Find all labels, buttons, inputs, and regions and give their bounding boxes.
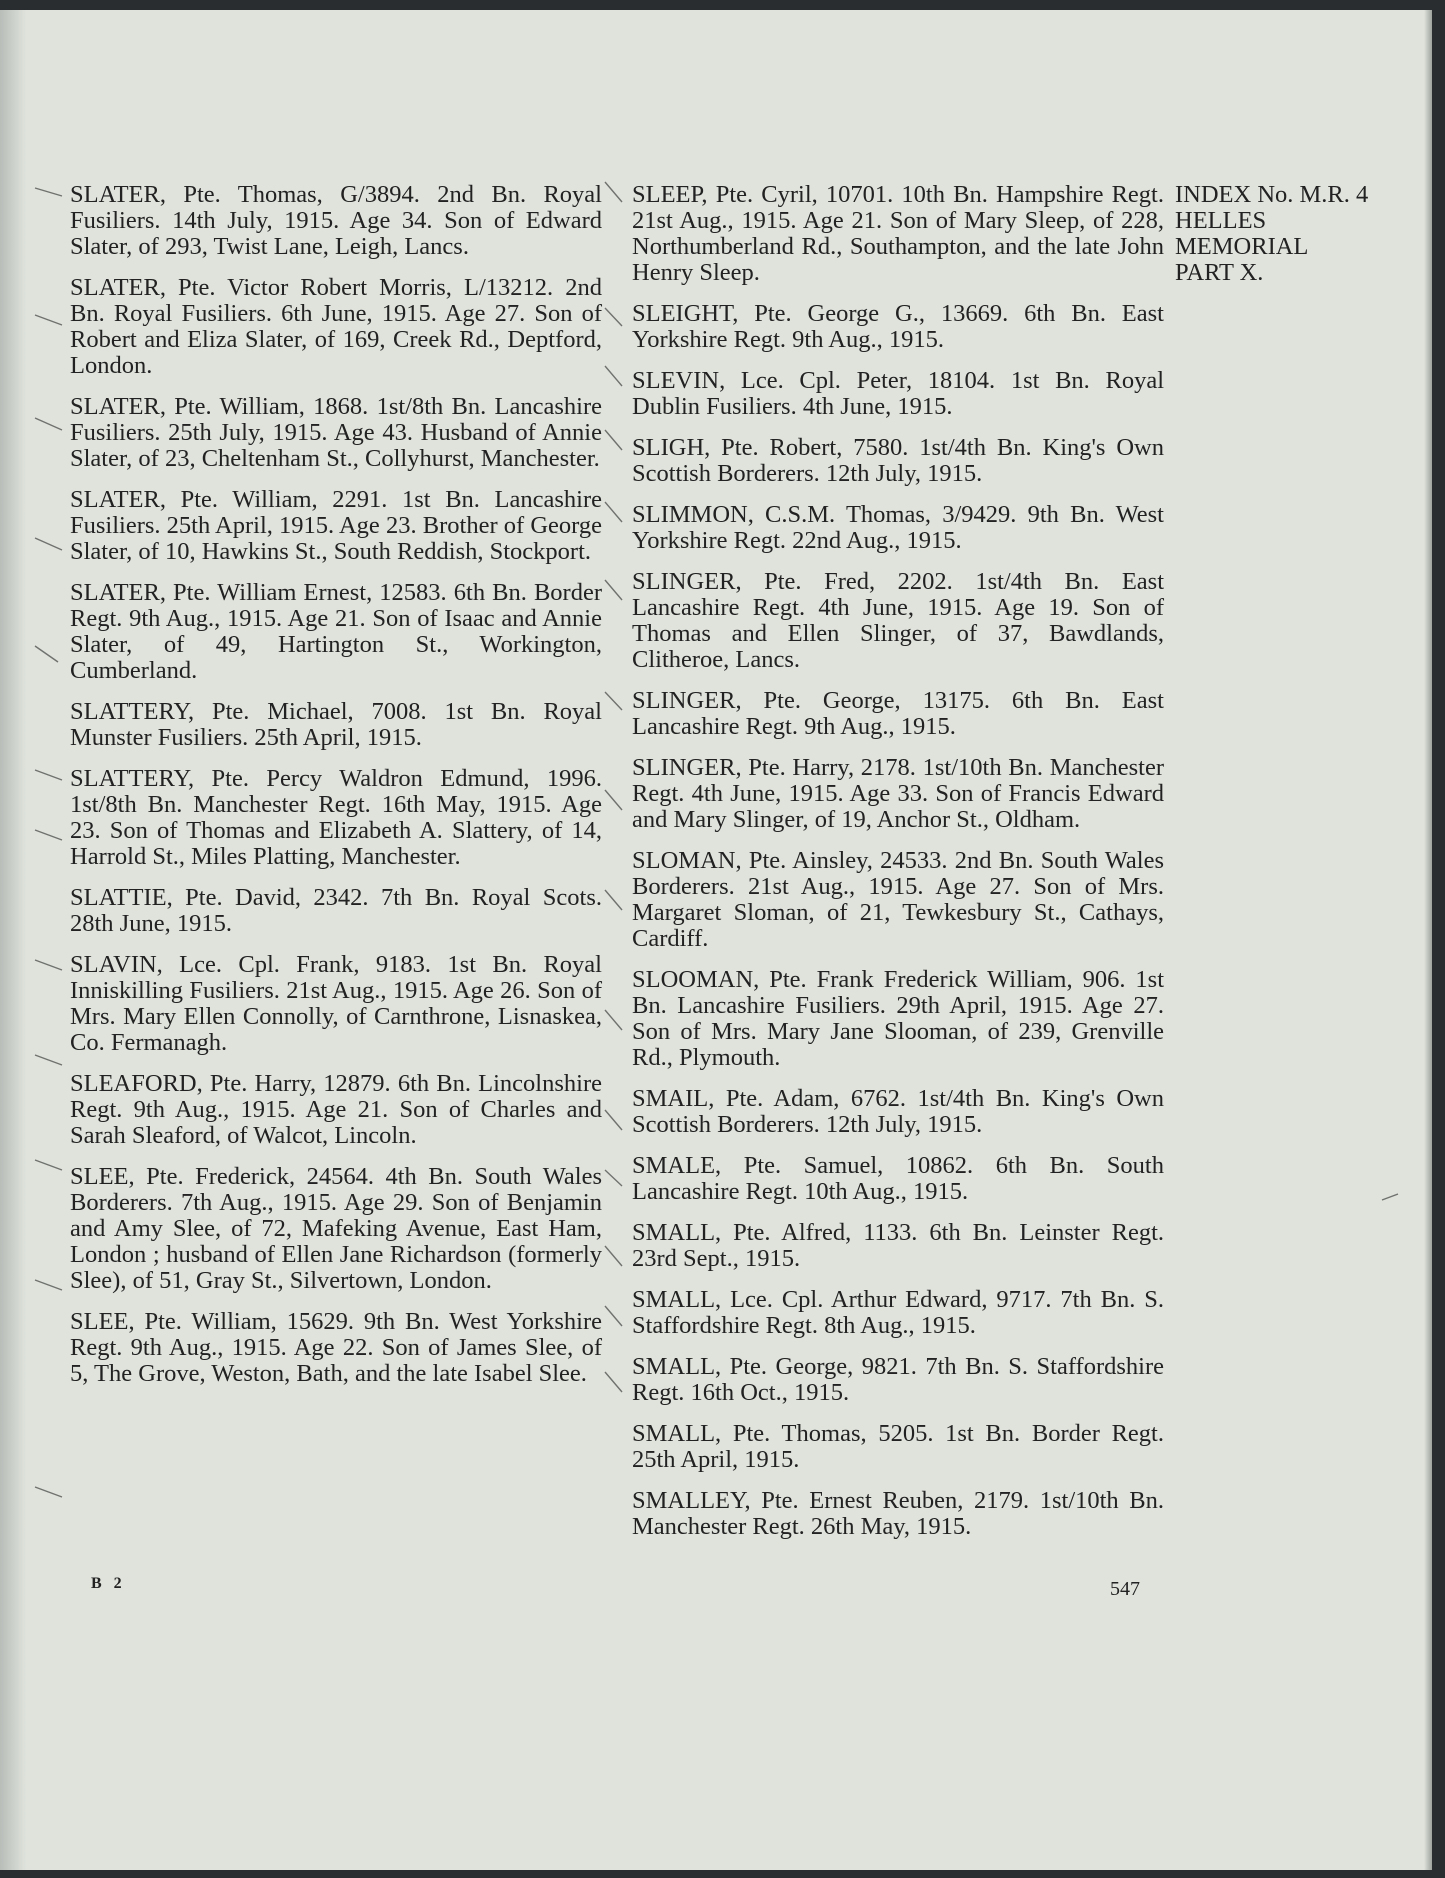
- list-item: SMAIL, Pte. Adam, 6762. 1st/4th Bn. King's Own Scottish Borderers. 12th July, 1915.: [632, 1085, 1164, 1138]
- list-item: SLIMMON, C.S.M. Thomas, 3/9429. 9th Bn. West Yorkshire Regt. 22nd Aug., 1915.: [632, 501, 1164, 554]
- list-item: SLEAFORD, Pte. Harry, 12879. 6th Bn. Lincolnshire Regt. 9th Aug., 1915. Age 21. Son of Charles and Sarah Sleaford, of Walcot, Lincoln.: [70, 1070, 602, 1149]
- page-gutter-shadow: [0, 10, 26, 1870]
- middle-column: [632, 182, 1164, 1555]
- list-item: SLINGER, Pte. Harry, 2178. 1st/10th Bn. Manchester Regt. 4th June, 1915. Age 33. Son of Francis Edward and Mary Slinger, of 19, Anchor St., Oldham.: [632, 754, 1164, 833]
- memorial-name: HELLES: [1175, 207, 1267, 234]
- list-item: SLAVIN, Lce. Cpl. Frank, 9183. 1st Bn. Royal Inniskilling Fusiliers. 21st Aug., 1915. Age 26. Son of Mrs. Mary Ellen Connolly, of Carnthrone, Lisnaskea, Co. Fermanagh.: [70, 951, 602, 1056]
- list-item: SMALL, Pte. Alfred, 1133. 6th Bn. Leinster Regt. 23rd Sept., 1915.: [632, 1219, 1164, 1272]
- memorial-header: [1175, 182, 1425, 286]
- list-item: SLIGH, Pte. Robert, 7580. 1st/4th Bn. King's Own Scottish Borderers. 12th July, 1915.: [632, 434, 1164, 487]
- list-item: SLEE, Pte. Frederick, 24564. 4th Bn. South Wales Borderers. 7th Aug., 1915. Age 29. Son of Benjamin and Amy Slee, of 72, Mafeking Avenue, East Ham, London ; husband of Ellen Jane Richardson (formerly Slee), of 51, Gray St., Silvertown, London.: [70, 1163, 602, 1294]
- list-item: SLATTERY, Pte. Michael, 7008. 1st Bn. Royal Munster Fusiliers. 25th April, 1915.: [70, 698, 602, 751]
- list-item: SMALL, Pte. Thomas, 5205. 1st Bn. Border Regt. 25th April, 1915.: [632, 1420, 1164, 1473]
- list-item: SLATTIE, Pte. David, 2342. 7th Bn. Royal Scots. 28th June, 1915.: [70, 884, 602, 937]
- list-item: SMALL, Lce. Cpl. Arthur Edward, 9717. 7th Bn. S. Staffordshire Regt. 8th Aug., 1915.: [632, 1286, 1164, 1339]
- memorial-name: MEMORIAL: [1175, 233, 1309, 260]
- list-item: SMALE, Pte. Samuel, 10862. 6th Bn. South Lancashire Regt. 10th Aug., 1915.: [632, 1152, 1164, 1205]
- index-number: INDEX No. M.R. 4: [1175, 181, 1369, 208]
- signature-mark: B 2: [91, 1575, 126, 1592]
- part-label: PART X.: [1175, 259, 1264, 286]
- list-item: SMALLEY, Pte. Ernest Reuben, 2179. 1st/10th Bn. Manchester Regt. 26th May, 1915.: [632, 1487, 1164, 1540]
- list-item: SLEVIN, Lce. Cpl. Peter, 18104. 1st Bn. Royal Dublin Fusiliers. 4th June, 1915.: [632, 367, 1164, 420]
- list-item: SLOMAN, Pte. Ainsley, 24533. 2nd Bn. South Wales Borderers. 21st Aug., 1915. Age 27. Son of Mrs. Margaret Sloman, of 21, Tewkesbury St., Cathays, Cardiff.: [632, 847, 1164, 952]
- left-column: [70, 182, 602, 1402]
- document-page: [0, 10, 1432, 1870]
- list-item: SLEE, Pte. William, 15629. 9th Bn. West Yorkshire Regt. 9th Aug., 1915. Age 22. Son of James Slee, of 5, The Grove, Weston, Bath, and the late Isabel Slee.: [70, 1308, 602, 1387]
- list-item: SMALL, Pte. George, 9821. 7th Bn. S. Staffordshire Regt. 16th Oct., 1915.: [632, 1353, 1164, 1406]
- list-item: SLEEP, Pte. Cyril, 10701. 10th Bn. Hampshire Regt. 21st Aug., 1915. Age 21. Son of Mary Sleep, of 228, Northumberland Rd., Southampton, and the late John Henry Sleep.: [632, 181, 1164, 286]
- list-item: SLATTERY, Pte. Percy Waldron Edmund, 1996. 1st/8th Bn. Manchester Regt. 16th May, 1915. Age 23. Son of Thomas and Elizabeth A. Slattery, of 14, Harrold St., Miles Platting, Manchester.: [70, 765, 602, 870]
- list-item: SLATER, Pte. William, 1868. 1st/8th Bn. Lancashire Fusiliers. 25th July, 1915. Age 43. Husband of Annie Slater, of 23, Cheltenham St., Collyhurst, Manchester.: [70, 393, 602, 472]
- list-item: SLATER, Pte. William Ernest, 12583. 6th Bn. Border Regt. 9th Aug., 1915. Age 21. Son of Isaac and Annie Slater, of 49, Hartington St., Workington, Cumberland.: [70, 579, 602, 684]
- list-item: SLINGER, Pte. George, 13175. 6th Bn. East Lancashire Regt. 9th Aug., 1915.: [632, 687, 1164, 740]
- list-item: SLATER, Pte. Victor Robert Morris, L/13212. 2nd Bn. Royal Fusiliers. 6th June, 1915. Age 27. Son of Robert and Eliza Slater, of 169, Creek Rd., Deptford, London.: [70, 274, 602, 379]
- page-edge-shadow: [1424, 10, 1432, 1870]
- list-item: SLINGER, Pte. Fred, 2202. 1st/4th Bn. East Lancashire Regt. 4th June, 1915. Age 19. Son of Thomas and Ellen Slinger, of 37, Bawdlands, Clitheroe, Lancs.: [632, 568, 1164, 673]
- list-item: SLATER, Pte. Thomas, G/3894. 2nd Bn. Royal Fusiliers. 14th July, 1915. Age 34. Son of Edward Slater, of 293, Twist Lane, Leigh, Lancs.: [70, 181, 602, 260]
- list-item: SLATER, Pte. William, 2291. 1st Bn. Lancashire Fusiliers. 25th April, 1915. Age 23. Brother of George Slater, of 10, Hawkins St., South Reddish, Stockport.: [70, 486, 602, 565]
- page-number: 547: [1110, 1578, 1140, 1600]
- list-item: SLOOMAN, Pte. Frank Frederick William, 906. 1st Bn. Lancashire Fusiliers. 29th April, 1915. Age 27. Son of Mrs. Mary Jane Slooman, of 239, Grenville Rd., Plymouth.: [632, 966, 1164, 1071]
- list-item: SLEIGHT, Pte. George G., 13669. 6th Bn. East Yorkshire Regt. 9th Aug., 1915.: [632, 300, 1164, 353]
